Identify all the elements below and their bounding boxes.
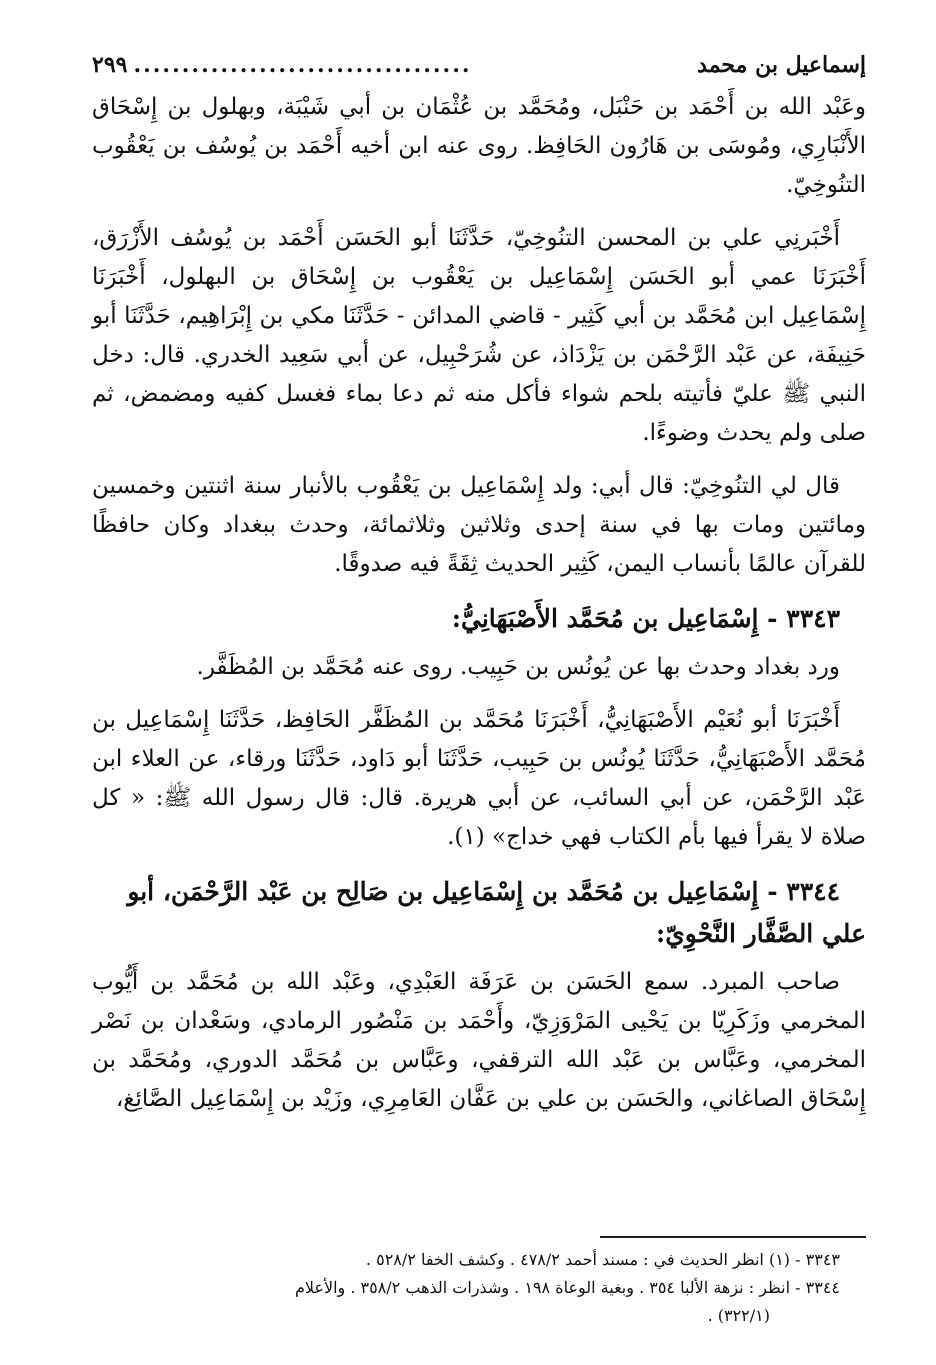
paragraph-4: ورد بغداد وحدث بها عن يُونُس بن حَبِيب. روى عنه مُحَمَّد بن المُظَفَّر. — [196, 654, 840, 680]
running-head — [92, 52, 866, 88]
footnote-3343: ٣٣٤٣ - (١) انظر الحديث في : مسند أحمد ٤٧٨/٢ . وكشف الخفا ٥٢٨/٢ . — [365, 1250, 840, 1269]
paragraph-3: قال لي التنُوخِيّ: قال أبي: ولد إِسْمَاعِيل بن يَعْقُوب بالأنبار سنة اثنتين وخمسين ومائتين ومات بها في سنة إحدى وثلاثين وثلاثمائة، وحدث ببغداد وكان حافظًا للقرآن عالمًا بأنساب اليمن، كَثِير الحديث ثِقَةً فيه صدوقًا. — [92, 473, 866, 577]
paragraph-1: وعَبْد الله بن أَحْمَد بن حَنْبَل، ومُحَمَّد بن عُثْمَان بن أبي شَيْبَة، وبهلول بن إِسْحَاق الأَنْبَارِي، ومُوسَى بن هَارُون الحَافِظ. روى عنه ابن أخيه أَحْمَد بن يُوسُف بن يَعْقُوب التنُوخِيّ. — [92, 94, 866, 198]
page-number: ٢٩٩ — [92, 52, 128, 78]
running-head-dots: ................................... — [133, 52, 472, 78]
entry-heading-3344: ٣٣٤٤ - إِسْمَاعِيل بن مُحَمَّد بن إِسْمَاعِيل بن صَالِح بن عَبْد الرَّحْمَن، أبو علي الصَّفَّار النَّحْوِيّ: — [127, 877, 866, 948]
paragraph-2: أَخْبَرنِي علي بن المحسن التنُوخِيّ، حَدَّثَنَا أبو الحَسَن أَحْمَد بن يُوسُف الأَزْرَق، أَخْبَرَنَا عمي أبو الحَسَن إِسْمَاعِيل بن يَعْقُوب بن إِسْحَاق بن البهلول، أَخْبَرَنَا إِسْمَاعِيل ابن مُحَمَّد بن أبي كَثِير - قاضي المدائن - حَدَّثَنَا مكي بن إِبْرَاهِيم، حَدَّثَنَا أبو حَنِيفَة، عن عَبْد الرَّحْمَن بن يَزْدَاذ، عن شُرَحْبِيل، عن أبي سَعِيد الخدري. قال: دخل النبي ﷺ عليّ فأتيته بلحم شواء فأكل منه ثم دعا بماء فغسل كفيه ومضمض، ثم صلى ولم يحدث وضوءًا. — [92, 225, 867, 446]
footnote-3344-continuation: (٣٢٢/١) . — [707, 1306, 770, 1325]
entry-heading-3343: ٣٣٤٣ - إِسْمَاعِيل بن مُحَمَّد الأَصْبَهَانِيُّ: — [451, 604, 840, 633]
footnote-3344: ٣٣٤٤ - انظر : نزهة الألبا ٣٥٤ . وبغية الوعاة ١٩٨ . وشذرات الذهب ٣٥٨/٢ . والأعلام — [294, 1278, 840, 1297]
footnote-separator — [600, 1236, 866, 1238]
paragraph-6: صاحب المبرد. سمع الحَسَن بن عَرَفَة العَبْدِي، وعَبْد الله بن مُحَمَّد بن أَيُّوب المخرمي وزَكَرِيّا بن يَحْيى المَرْوَزِيّ، وأَحْمَد بن مَنْصُور الرمادي، وسَعْدان بن نَصْر المخرمي، وعَبَّاس بن عَبْد الله الترقفي، وعَبَّاس بن مُحَمَّد الدوري، ومُحَمَّد بن إِسْحَاق الصاغاني، والحَسَن بن علي بن عَفَّان العَامِرِي، وزَيْد بن إِسْمَاعِيل الصَّائِغ، — [92, 969, 866, 1112]
book-page — [92, 52, 866, 1133]
footnotes — [92, 1246, 866, 1330]
paragraph-5: أَخْبَرَنَا أبو نُعَيْم الأَصْبَهَانِيُّ، أَخْبَرَنَا مُحَمَّد بن المُظَفَّر الحَافِظ، حَدَّثَنَا إِسْمَاعِيل بن مُحَمَّد الأَصْبَهَانِيُّ، حَدَّثَنَا يُونُس بن حَبِيب، حَدَّثَنَا أبو دَاود، حَدَّثَنَا ورقاء، عن العلاء ابن عَبْد الرَّحْمَن، عن أبي السائب، عن أبي هريرة. قال: قال رسول الله ﷺ: « كل صلاة لا يقرأ فيها بأم الكتاب فهي خداج» (١). — [92, 707, 866, 850]
running-head-title: إسماعيل بن محمد — [697, 52, 866, 78]
